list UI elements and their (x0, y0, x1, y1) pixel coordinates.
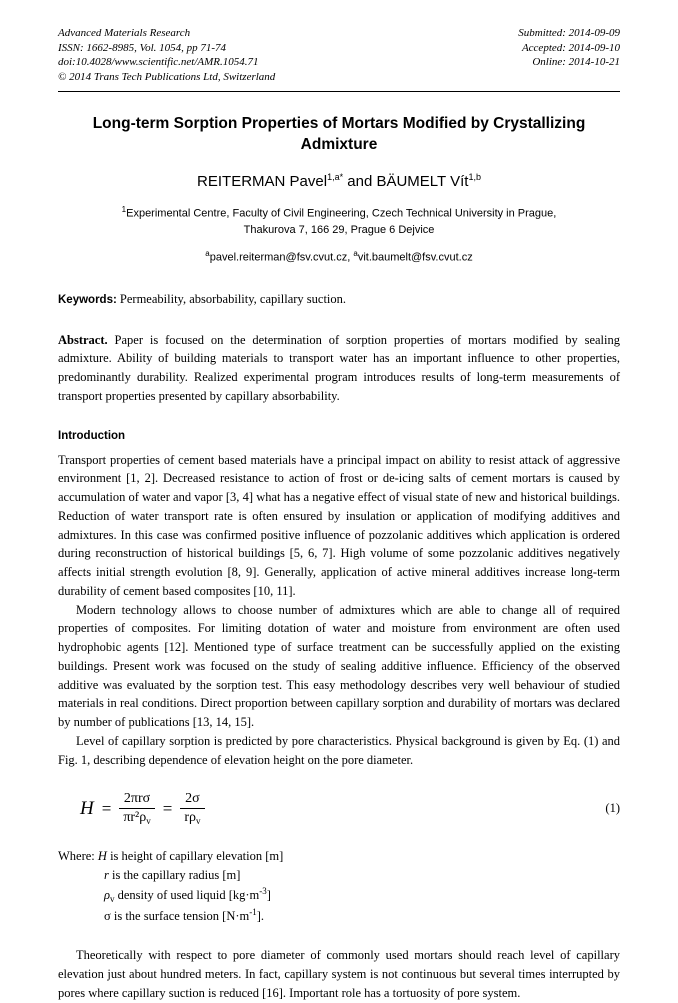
equation-lhs: H (80, 797, 94, 819)
abstract-block (58, 331, 620, 406)
affiliation-line-2: Thakurova 7, 166 29, Prague 6 Dejvice (243, 223, 435, 236)
email-a[interactable]: pavel.reiterman@fsv.cvut.cz, (209, 251, 354, 264)
equation-fraction-2 (180, 791, 204, 826)
abstract-label: Abstract. (58, 332, 108, 347)
abstract-text: Paper is focused on the determination of sorption properties of mortars modified by sealing admixture. Ability of building materials to transport water has an important influence to other properties, predominantly durability. Realized experimental program introduces results of long-term measurements of transport properties presented by capillary absorbability. (58, 332, 620, 403)
author-conjunction: and (343, 172, 377, 190)
where-definitions (58, 847, 620, 927)
email-b-marker: a (353, 249, 358, 259)
equation-fraction-1-denominator (119, 808, 154, 826)
equation-1-row (58, 791, 620, 826)
email-a-marker: a (205, 249, 210, 259)
equation-fraction-1-denominator-sub: v (146, 816, 151, 827)
where-line-4-symbol: σ (104, 908, 111, 923)
where-line-2-symbol: r (104, 867, 109, 882)
author-1-affiliation-marker: 1,a (327, 171, 340, 182)
affiliation-line-1: Experimental Centre, Faculty of Civil Engineering, Czech Technical University in Prague, (126, 207, 557, 220)
keywords-text: Permeability, absorbability, capillary suction. (116, 291, 347, 306)
header-divider (58, 91, 620, 92)
equation-equals-1: = (101, 798, 112, 818)
header-online-date: Online: 2014-10-21 (532, 56, 620, 69)
where-line-4-end: ]. (256, 908, 265, 923)
where-line-3-end: ] (266, 888, 271, 903)
header-submitted-date: Submitted: 2014-09-09 (518, 27, 620, 39)
where-line-4 (58, 906, 620, 927)
header-doi-line: doi:10.4028/www.scientific.net/AMR.1054.71 (58, 56, 259, 69)
header-accepted-date: Accepted: 2014-09-10 (521, 41, 620, 54)
where-line-3 (58, 885, 620, 906)
page-title: Long-term Sorption Properties of Mortars Modified by Crystallizing Admixture (92, 115, 586, 153)
section-heading-introduction: Introduction (58, 429, 126, 442)
where-line-3-text: density of used liquid [kg·m (114, 888, 260, 903)
page-header (58, 26, 620, 84)
header-copyright-line: © 2014 Trans Tech Publications Ltd, Switzerland (58, 70, 276, 83)
introduction-paragraph-1: Transport properties of cement based materials have a principal impact on ability to resist attack of aggressive environment [1, 2]. Decreased resistance to action of frost or de-icing salts of cement mortars is caused by accumulation of water and vapor [3, 4] what has a negative effect of visual state of new and historical buildings. Reduction of water transport rate is often ensured by insulation or application of modifying additives and admixtures. In this case was confirmed positive influence of pozzolanic additives which application is ordered during reconstruction of historical buildings [5, 6, 7]. High volume of some pozzolanic additives negatively affects initial strength evolution [8, 9]. Generally, application of active mineral additives increase long-term durability of cement based composites [10, 11]. (58, 452, 620, 598)
equation-1-number: (1) (605, 801, 620, 816)
equation-fraction-2-denominator-main: rρ (184, 810, 196, 826)
where-line-3-symbol: ρ (104, 888, 110, 903)
equation-fraction-2-denominator (180, 808, 204, 826)
keywords-label: Keywords: (58, 293, 117, 306)
header-journal-name: Advanced Materials Research (58, 27, 191, 39)
where-label: Where: (58, 848, 98, 863)
where-line-1-symbol: H (97, 848, 107, 863)
equation-fraction-2-denominator-sub: v (196, 816, 201, 827)
where-line-1 (58, 847, 620, 866)
equation-equals-2: = (162, 798, 173, 818)
author-emails (58, 249, 620, 264)
equation-fraction-2-numerator: 2σ (185, 791, 200, 807)
header-journal-info (58, 26, 275, 84)
where-line-4-superscript: -1 (249, 906, 257, 917)
equation-fraction-1-denominator-main: πr²ρ (123, 810, 147, 826)
header-dates (518, 26, 620, 70)
where-line-3-subscript: v (110, 894, 115, 905)
keywords-block (58, 290, 620, 309)
introduction-paragraph-2: Modern technology allows to choose number of admixtures which are able to change all of required properties of composites. For limiting dotation of water and moisture from environment are often used hydrophobic agents [12]. Mentioned type of surface treatment can be successfully applied on the existing buildings. Present work was focused on the study of sealing additive influence. Efficiency of the observed additive was evaluated by the sorption test. This easy methodology describes very well behaviour of studied materials in real conditions. Direct proportion between capillary sorption and durability of mortars was declared by number of publications [13, 14, 15]. (58, 602, 620, 730)
author-1-name: REITERMAN Pavel (197, 172, 328, 190)
closing-paragraph: Theoretically with respect to pore diameter of commonly used mortars should reach level of capillary elevation just about hundred meters. In fact, capillary system is not continuous but several times interrupted by pores where capillary suction is reduced [16]. Important role has a tortuosity of pore system. (58, 948, 620, 1000)
author-list (58, 172, 620, 190)
affiliation-block (92, 204, 586, 239)
where-line-3-superscript: -3 (259, 886, 267, 897)
where-line-4-text: is the surface tension [N·m (110, 908, 250, 923)
header-issn-line: ISSN: 1662-8985, Vol. 1054, pp 71-74 (58, 41, 227, 54)
equation-1 (80, 791, 205, 826)
equation-fraction-1-numerator: 2πrσ (123, 791, 151, 807)
email-b[interactable]: vit.baumelt@fsv.cvut.cz (357, 251, 473, 264)
where-line-2-text: is the capillary radius [m] (108, 867, 241, 882)
author-2-name: BÄUMELT Vít (376, 172, 469, 190)
introduction-paragraph-3: Level of capillary sorption is predicted by pore characteristics. Physical background is given by Eq. (1) and Fig. 1, describing dependence of elevation height on the pore diameter. (58, 733, 620, 767)
corresponding-author-marker: * (339, 171, 344, 182)
equation-fraction-1 (119, 791, 154, 826)
where-line-1-text: is height of capillary elevation [m] (106, 848, 284, 863)
author-2-affiliation-marker: 1,b (468, 171, 481, 182)
affiliation-marker: 1 (121, 204, 127, 214)
where-line-2 (58, 866, 620, 885)
